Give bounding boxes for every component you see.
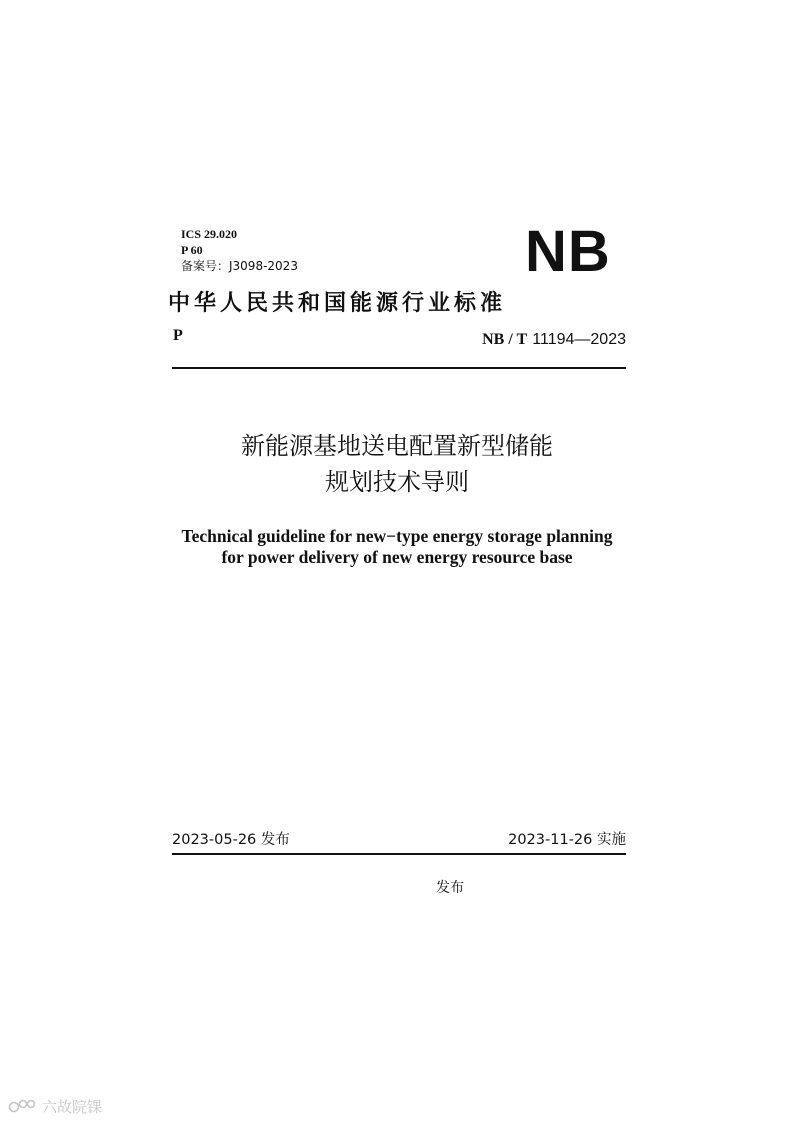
chinese-title — [0, 428, 794, 500]
english-title-line-2: for power delivery of new energy resource base — [221, 547, 573, 567]
category-code: P 60 — [181, 243, 203, 257]
industry-standard-title: 中华人民共和国能源行业标准 — [168, 290, 507, 316]
nb-logo: NB — [525, 219, 611, 284]
implementation-date: 2023-11-26 实施 — [508, 832, 626, 848]
english-title-line-1: Technical guideline for new−type energy storage planning — [181, 526, 613, 546]
ics-code: ICS 29.020 — [181, 227, 238, 241]
standard-number-value: 11194—2023 — [532, 331, 626, 348]
watermark — [8, 1096, 102, 1118]
category-letter: P — [173, 327, 183, 344]
date-row — [172, 830, 626, 852]
publisher-label: 发布 — [436, 880, 464, 896]
top-divider — [172, 367, 626, 369]
standard-number-prefix: NB / T — [482, 331, 528, 348]
bottom-divider — [172, 853, 626, 855]
english-title — [0, 526, 794, 568]
issue-date: 2023-05-26 发布 — [172, 832, 290, 848]
chinese-title-line-1: 新能源基地送电配置新型储能 — [241, 432, 553, 460]
record-number: 备案号：J3098-2023 — [181, 259, 298, 273]
chinese-title-line-2: 规划技术导则 — [325, 468, 469, 496]
watermark-logo-icon — [8, 1098, 38, 1116]
classification-block — [181, 226, 298, 274]
standard-number — [482, 329, 626, 350]
watermark-text: 六故院锞 — [42, 1098, 103, 1116]
